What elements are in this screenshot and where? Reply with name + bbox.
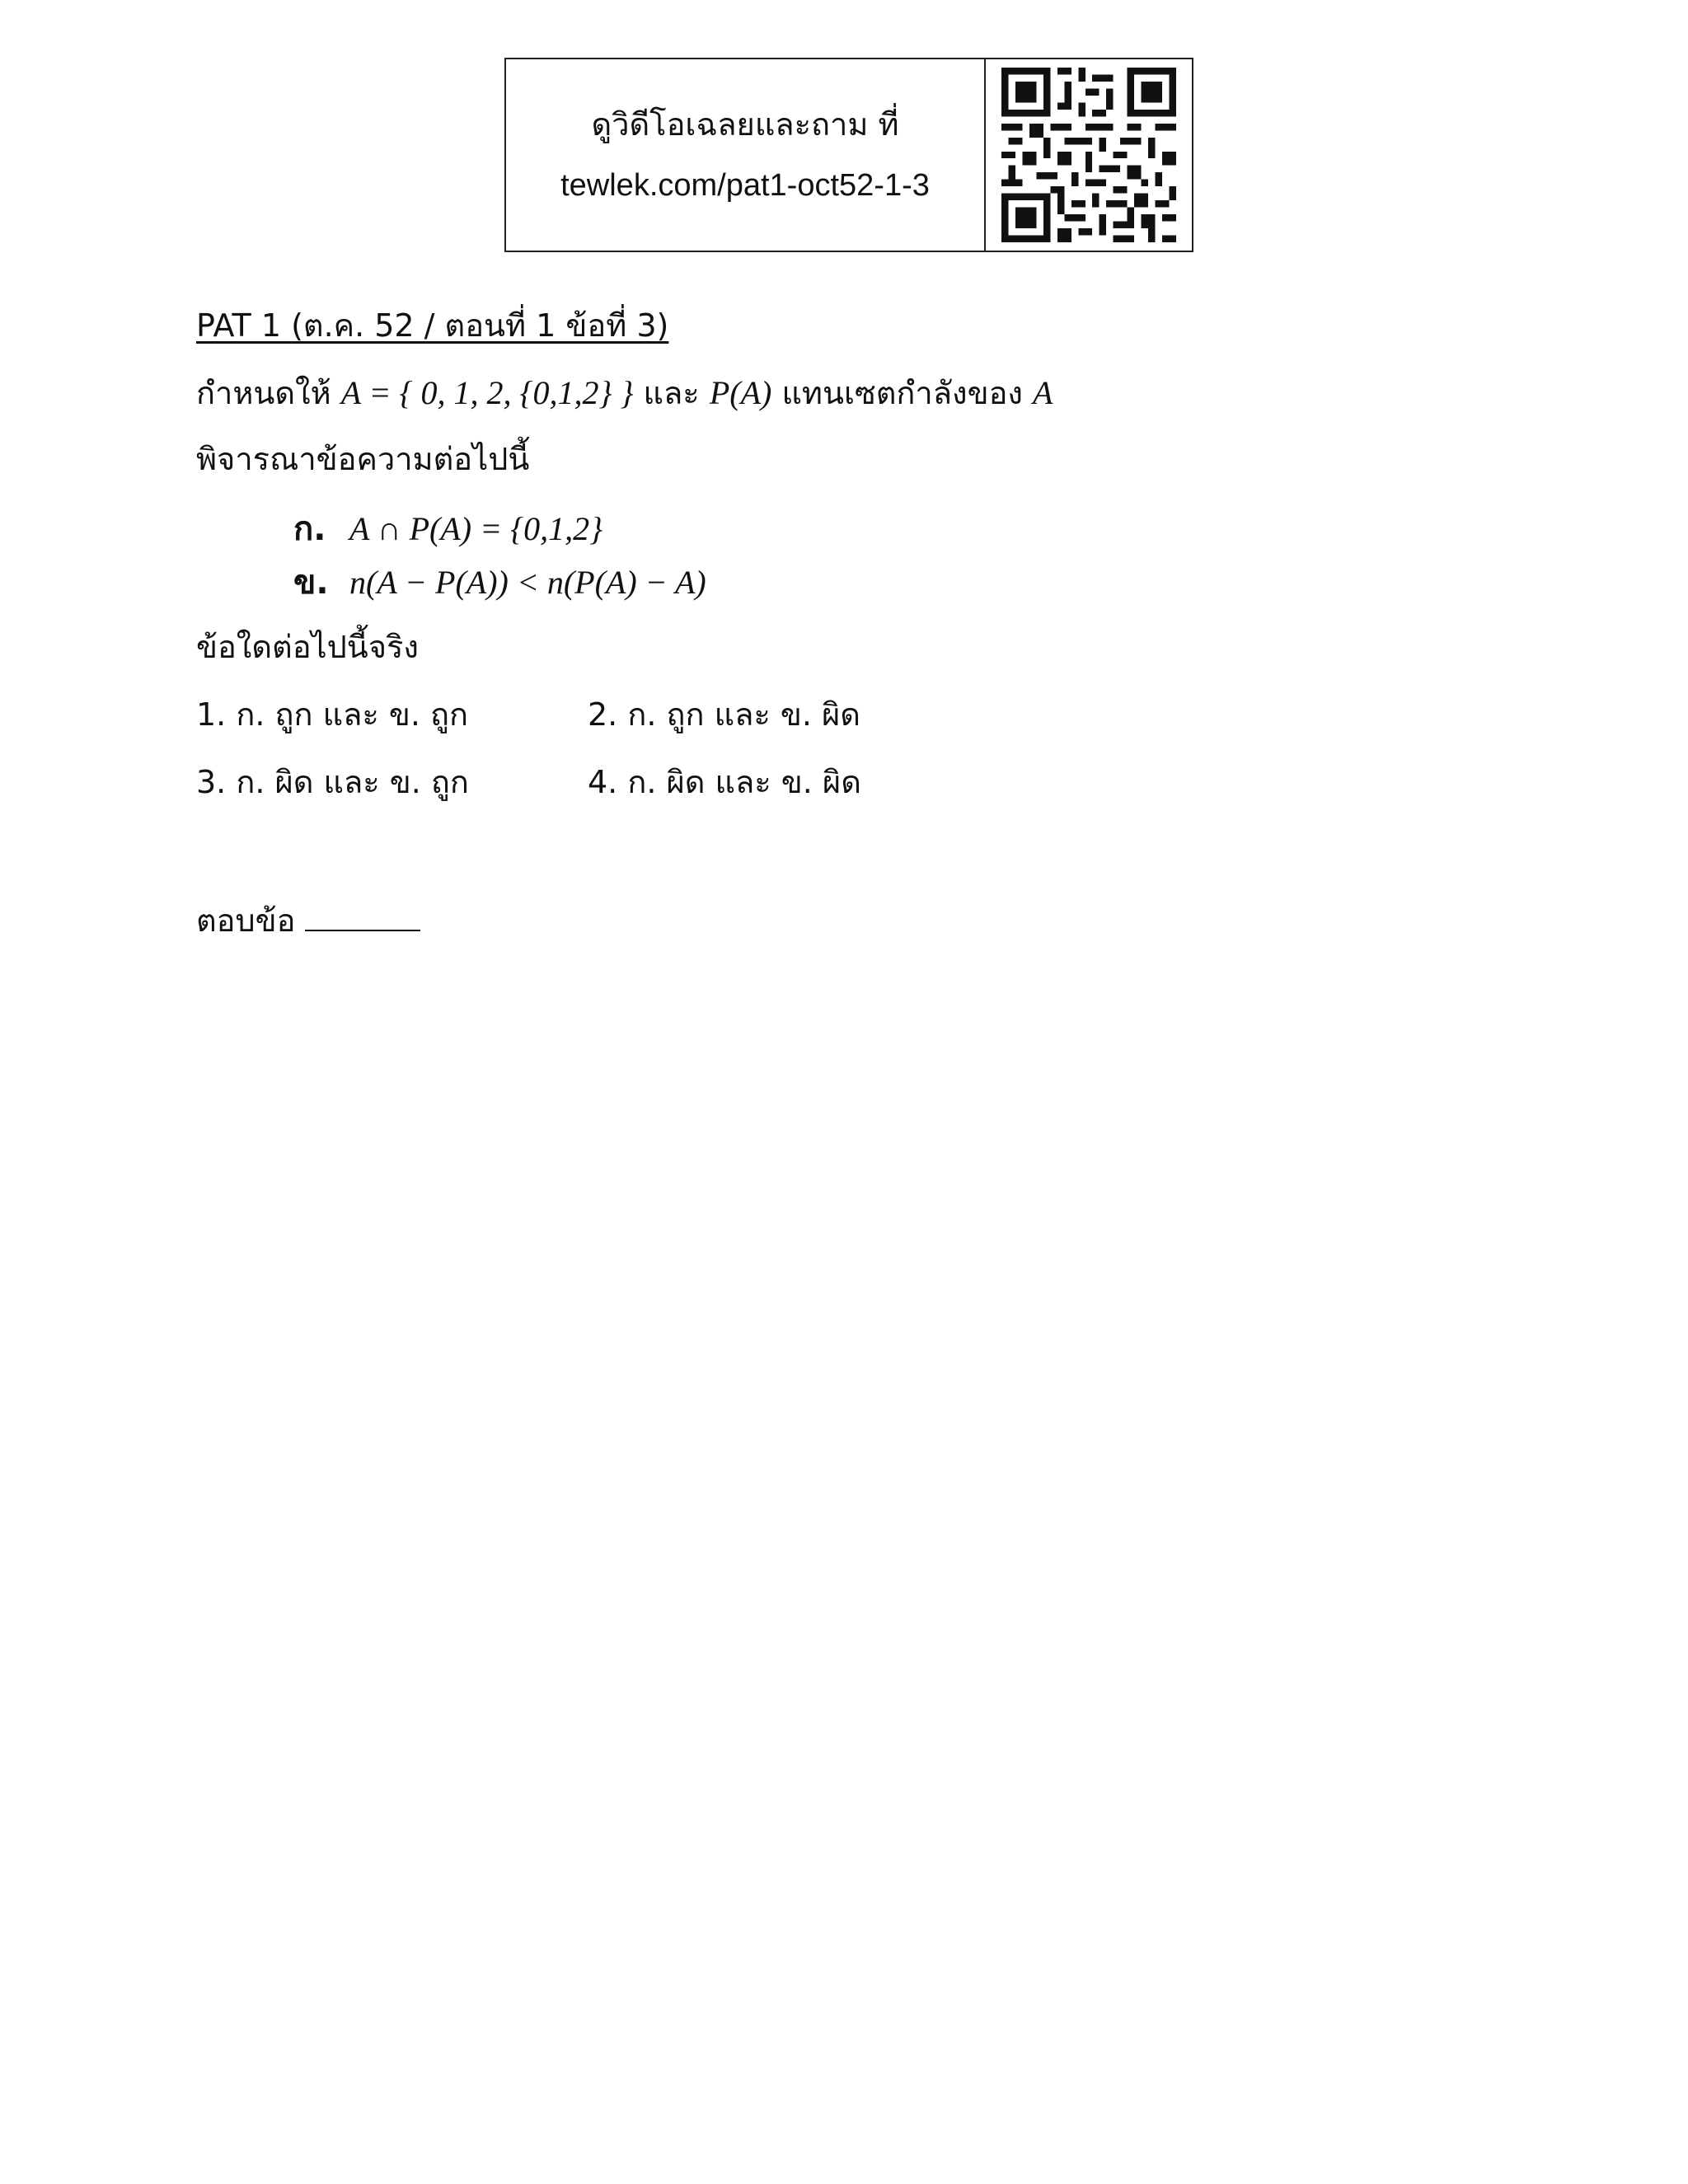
qr-code-icon[interactable] — [1001, 68, 1176, 242]
question-given — [196, 373, 1053, 414]
choice-2[interactable]: 2. ก. ถูก และ ข. ผิด — [588, 696, 860, 733]
header-instruction: ดูวิดีโอเฉลยและถาม ที่ — [591, 106, 899, 143]
statement-a-marker: ก. — [293, 510, 326, 548]
statement-a-expr: A ∩ P(A) = {0,1,2} — [349, 510, 603, 547]
answer-label: ตอบข้อ — [196, 902, 296, 939]
statement-b-expr: n(A − P(A)) < n(P(A) − A) — [349, 564, 706, 601]
question-consider: พิจารณาข้อความต่อไปนี้ — [196, 441, 530, 477]
and-word: และ — [643, 375, 700, 411]
answer-blank[interactable] — [305, 897, 420, 931]
set-a-definition: A = { 0, 1, 2, {0,1,2} } — [340, 374, 634, 411]
statement-a — [293, 509, 603, 550]
choice-3[interactable]: 3. ก. ผิด และ ข. ถูก — [196, 764, 469, 800]
question-ask: ข้อใดต่อไปนี้จริง — [196, 629, 419, 665]
power-set-symbol: P(A) — [709, 374, 772, 411]
statement-b-marker: ข. — [293, 564, 329, 602]
header-url[interactable]: tewlek.com/pat1-oct52-1-3 — [560, 168, 930, 203]
a-symbol: A — [1033, 374, 1053, 411]
choice-4[interactable]: 4. ก. ผิด และ ข. ผิด — [588, 764, 861, 800]
given-prefix: กำหนดให้ — [196, 375, 331, 411]
statement-b — [293, 562, 706, 603]
header-box — [504, 58, 1193, 252]
given-suffix: แทนเซตกำลังของ — [781, 375, 1023, 411]
choice-1[interactable]: 1. ก. ถูก และ ข. ถูก — [196, 696, 469, 733]
header-text — [506, 59, 986, 251]
qr-container — [986, 59, 1192, 251]
answer-line — [196, 897, 420, 941]
question-title: PAT 1 (ต.ค. 52 / ตอนที่ 1 ข้อที่ 3) — [196, 307, 669, 344]
